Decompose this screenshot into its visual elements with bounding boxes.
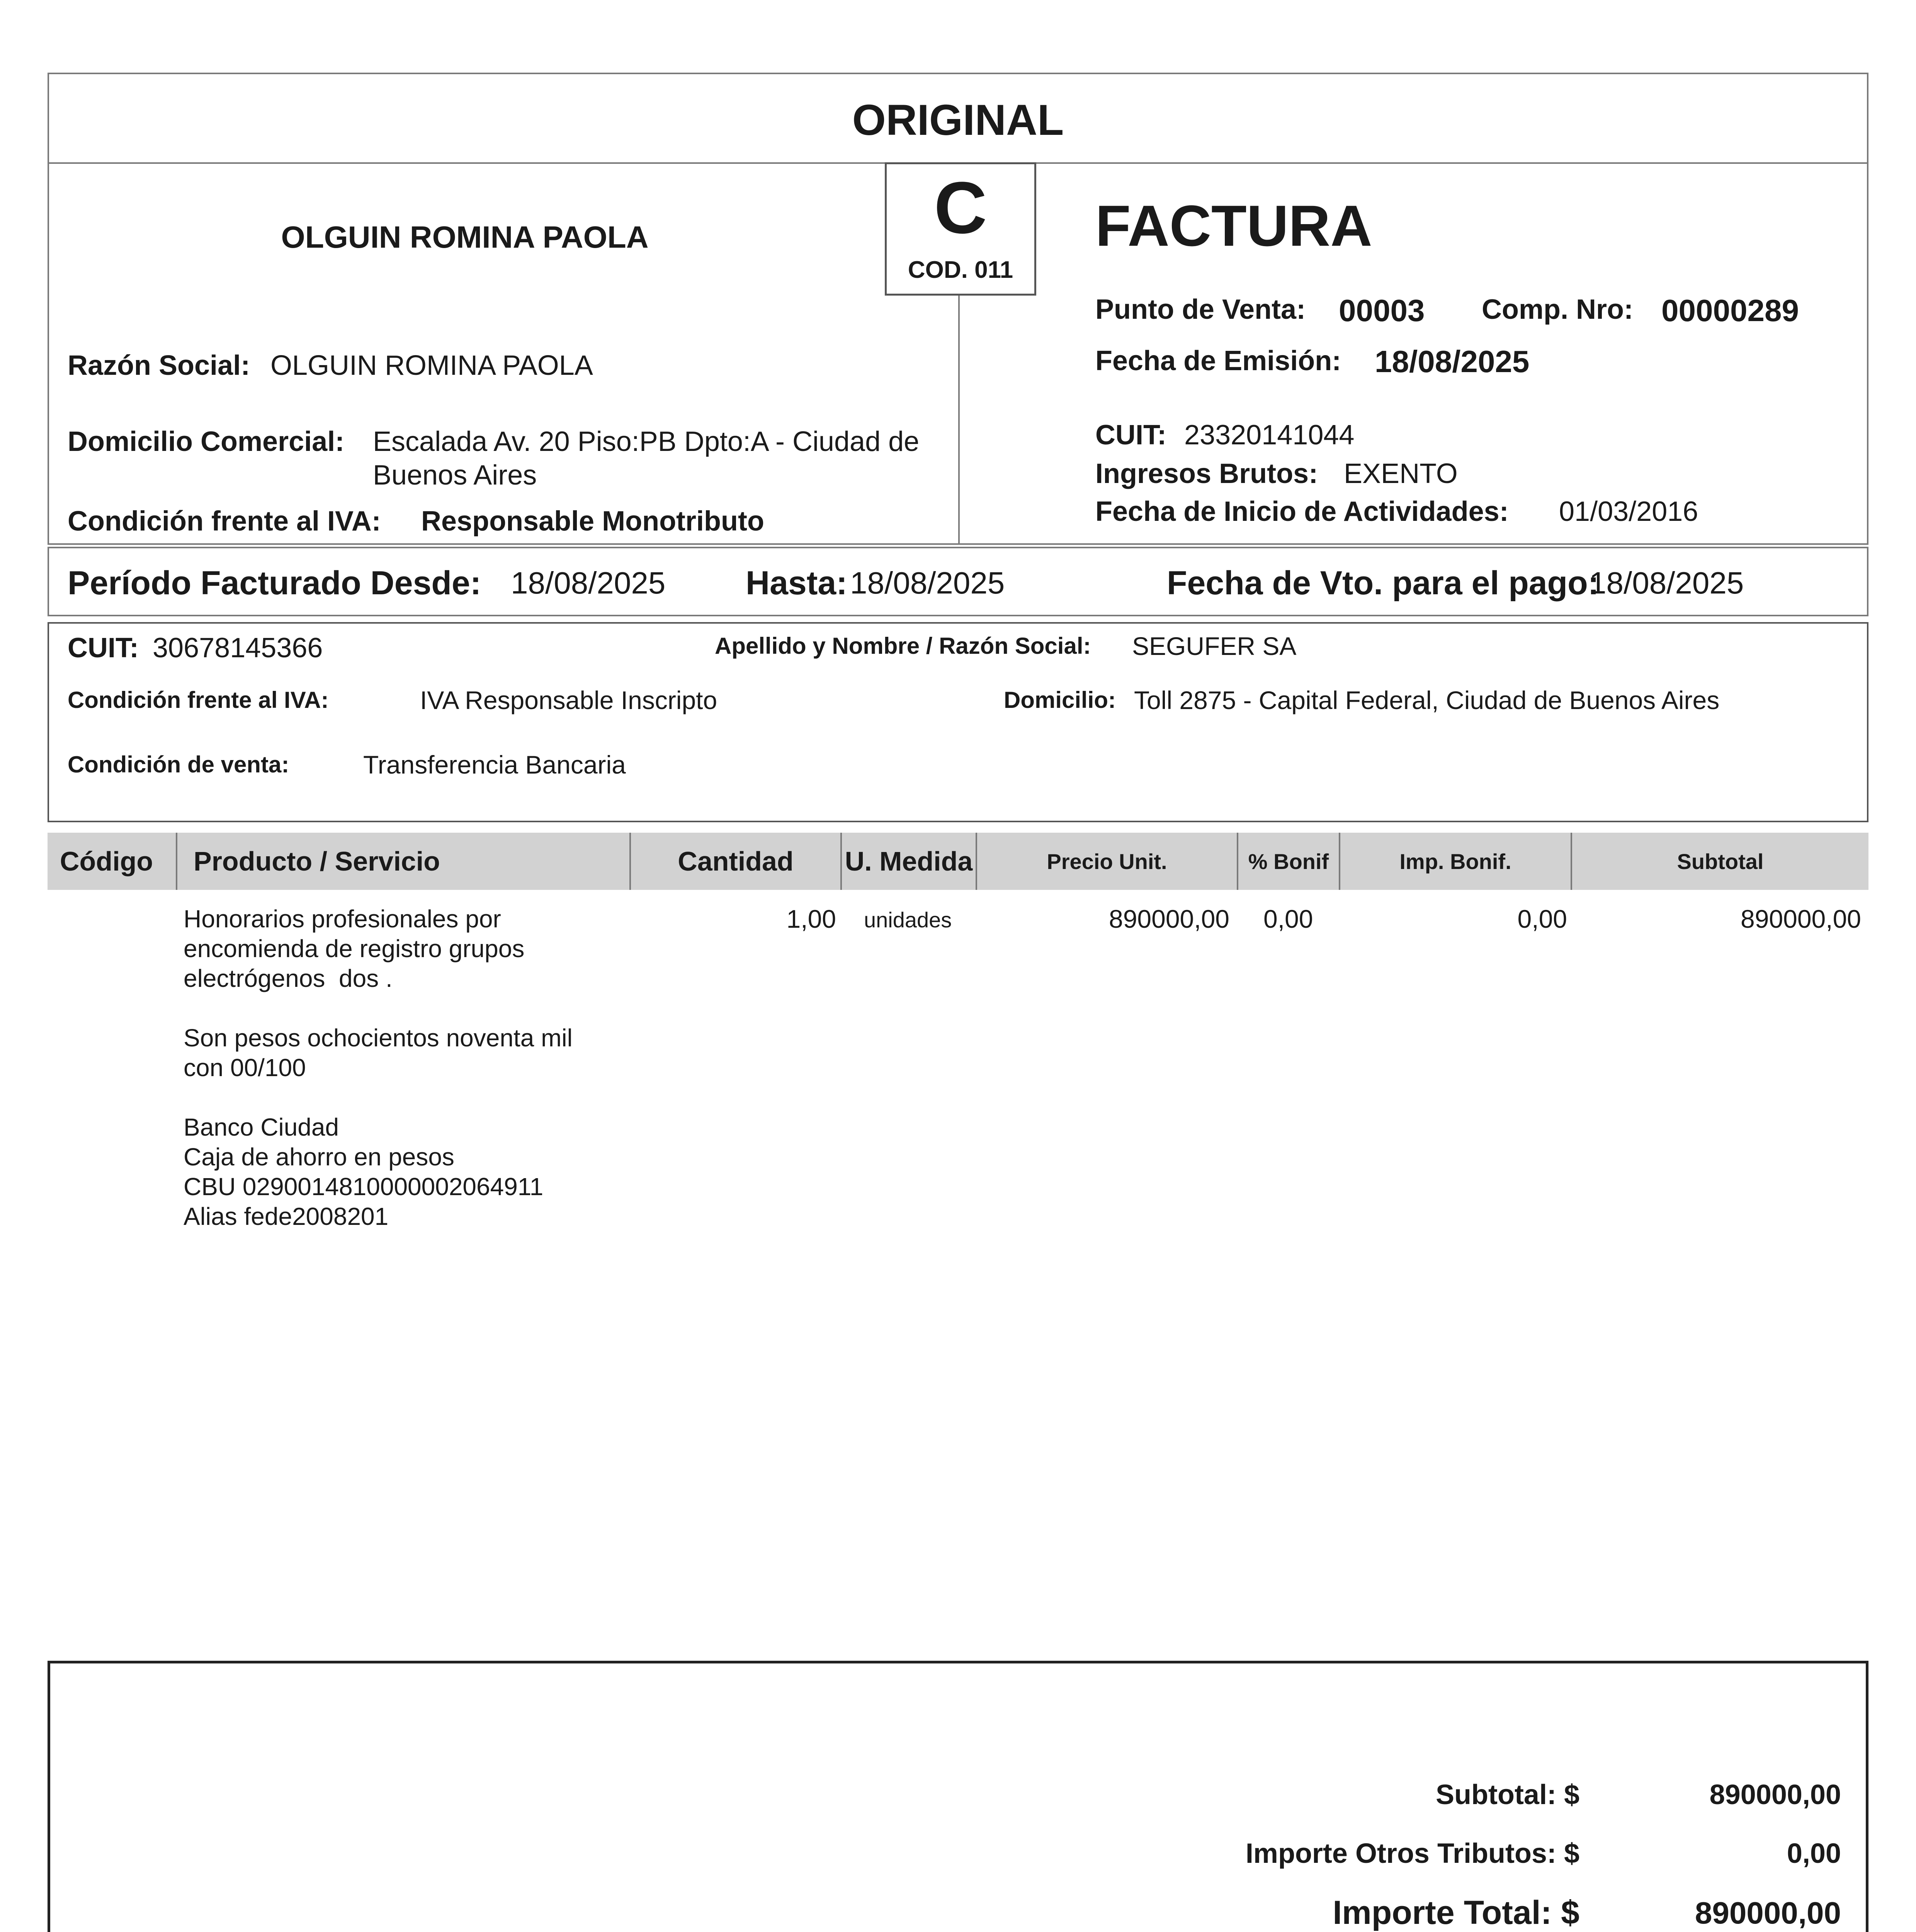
- domicilio-comercial-label: Domicilio Comercial:: [68, 426, 345, 457]
- periodo-hasta-label: Hasta:: [746, 565, 847, 602]
- fecha-emision-value: 18/08/2025: [1375, 344, 1530, 379]
- client-cuit-value: 30678145366: [153, 633, 323, 663]
- vto-pago-label: Fecha de Vto. para el pago:: [1167, 565, 1599, 602]
- invoice-letter: C: [934, 167, 987, 249]
- col-header-subtotal: [1572, 833, 1868, 890]
- doc-type: FACTURA: [1095, 193, 1372, 258]
- comp-nro-value: 00000289: [1661, 293, 1799, 328]
- importe-total-value: 890000,00: [1695, 1896, 1841, 1930]
- otros-tributos-label: Importe Otros Tributos: $: [1245, 1838, 1579, 1869]
- col-header-cantidad-text: Cantidad: [678, 846, 794, 876]
- totals-box: [48, 1661, 1868, 1932]
- periodo-hasta-value: 18/08/2025: [850, 566, 1005, 600]
- condicion-venta-value: Transferencia Bancaria: [363, 750, 626, 779]
- issuer-cuit-value: 23320141044: [1184, 420, 1355, 451]
- importe-total-label: Importe Total: $: [1333, 1894, 1579, 1931]
- col-header-codigo: [48, 833, 177, 890]
- inicio-actividades-label: Fecha de Inicio de Actividades:: [1095, 496, 1509, 527]
- row-descripcion: Honorarios profesionales por encomienda de registro grupos electrógenos dos . Son pesos ochocientos noventa mil con 00/100 Banco Ciudad Caja de ahorro en pesos CBU 0290014810000002064911 Alias fede2008201: [184, 905, 573, 1230]
- row-bonif-imp: 0,00: [1517, 905, 1567, 933]
- issuer-cuit-label: CUIT:: [1095, 420, 1166, 451]
- ingresos-brutos-label: Ingresos Brutos:: [1095, 458, 1318, 489]
- col-header-producto-text: Producto / Servicio: [194, 846, 440, 876]
- invoice-letter-box: [885, 162, 1036, 296]
- domicilio-comercial-line2: Buenos Aires: [373, 460, 537, 491]
- vto-pago-value: 18/08/2025: [1589, 566, 1744, 600]
- client-domicilio-label: Domicilio:: [1004, 687, 1116, 713]
- col-header-subtotal-text: Subtotal: [1677, 849, 1764, 874]
- razon-social-value: OLGUIN ROMINA PAOLA: [270, 350, 593, 381]
- periodo-desde-label: Período Facturado Desde:: [68, 565, 481, 602]
- domicilio-comercial-line1: Escalada Av. 20 Piso:PB Dpto:A - Ciudad de: [373, 426, 920, 457]
- col-header-codigo-text: Código: [60, 846, 153, 876]
- condicion-venta-label: Condición de venta:: [68, 752, 289, 777]
- punto-venta-label: Punto de Venta:: [1095, 294, 1306, 325]
- row-unidad: unidades: [864, 908, 952, 932]
- invoice-code: COD. 011: [908, 257, 1013, 283]
- col-header-producto: [177, 833, 631, 890]
- subtotal-value: 890000,00: [1709, 1779, 1841, 1810]
- punto-venta-value: 00003: [1339, 293, 1425, 328]
- row-precio: 890000,00: [1109, 905, 1229, 933]
- razon-social-label: Razón Social:: [68, 350, 250, 381]
- client-iva-label: Condición frente al IVA:: [68, 687, 329, 713]
- inicio-actividades-value: 01/03/2016: [1559, 496, 1698, 527]
- col-header-precio-text: Precio Unit.: [1047, 849, 1167, 874]
- fecha-emision-label: Fecha de Emisión:: [1095, 345, 1341, 376]
- col-header-cantidad: [631, 833, 842, 890]
- row-bonif-pct: 0,00: [1263, 905, 1313, 933]
- periodo-desde-value: 18/08/2025: [511, 566, 666, 600]
- col-header-bonif-pct: [1238, 833, 1340, 890]
- otros-tributos-value: 0,00: [1787, 1838, 1841, 1869]
- col-header-bonif-imp-text: Imp. Bonif.: [1399, 849, 1511, 874]
- subtotal-label: Subtotal: $: [1436, 1779, 1579, 1810]
- issuer-iva-label: Condición frente al IVA:: [68, 506, 381, 537]
- client-domicilio-value: Toll 2875 - Capital Federal, Ciudad de Buenos Aires: [1134, 686, 1720, 714]
- header-divider: [958, 294, 960, 545]
- comp-nro-label: Comp. Nro:: [1482, 294, 1633, 325]
- client-iva-value: IVA Responsable Inscripto: [420, 686, 717, 714]
- client-nombre-value: SEGUFER SA: [1132, 632, 1297, 660]
- client-cuit-label: CUIT:: [68, 633, 139, 663]
- row-subtotal: 890000,00: [1741, 905, 1861, 933]
- client-nombre-label: Apellido y Nombre / Razón Social:: [715, 633, 1091, 659]
- row-cantidad: 1,00: [786, 905, 836, 933]
- copy-type: ORIGINAL: [852, 96, 1064, 144]
- issuer-iva-value: Responsable Monotributo: [421, 506, 764, 537]
- col-header-unidad-text: U. Medida: [845, 846, 973, 876]
- ingresos-brutos-value: EXENTO: [1344, 458, 1458, 489]
- issuer-name: OLGUIN ROMINA PAOLA: [281, 220, 649, 254]
- col-header-bonif-imp: [1340, 833, 1572, 890]
- col-header-bonif-pct-text: % Bonif: [1248, 849, 1329, 874]
- col-header-precio: [977, 833, 1238, 890]
- col-header-unidad: [842, 833, 977, 890]
